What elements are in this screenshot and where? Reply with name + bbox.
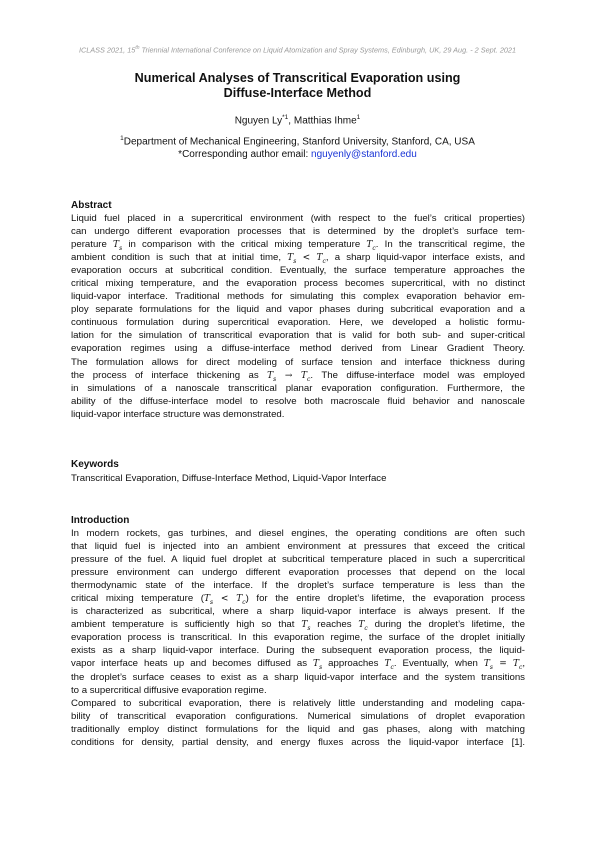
corresponding-author: *Corresponding author email: nguyenly@stanford.edu	[178, 149, 417, 161]
paper-title: Numerical Analyses of Transcritical Evaporation using Diffuse-Interface Method	[134, 71, 461, 100]
keywords-text: Transcritical Evaporation, Diffuse-Interface Method, Liquid-Vapor Interface	[71, 473, 387, 484]
inline-math: $T_s \to T_c$	[267, 370, 311, 383]
inline-math: $T_s$	[301, 620, 311, 633]
email-link[interactable]: nguyenly@stanford.edu	[311, 149, 417, 161]
text-line: evaporation occurs at subcritical condition. Eventually, the surface temperature approaches the	[71, 265, 525, 277]
text-line: perature $T_s$ in comparison with the critical mixing temperature $T_c$. In the transcritical regime, the	[71, 239, 525, 252]
text-line: thermodynamic state of the interface. If the droplet’s surface temperature is less than the	[71, 580, 525, 592]
text-line: The formulation allows for direct modeling of surface tension and interface thickness during	[71, 356, 525, 368]
text-line: liquid-vapor interface structure was demonstrated.	[71, 408, 285, 420]
text-line: exists as a sharp liquid-vapor interface. During the subsequent evaporation process, the liquid-	[71, 645, 525, 657]
text-line: the droplet’s surface ceases to exist as a sharp liquid-vapor interface and the system transitions	[71, 671, 525, 683]
text-line: traditionally employ distinct formulations for the liquid and gas phases, along with matching	[71, 723, 525, 735]
text-line: evaporation process is transcritical. In this evaporation regime, the surface of the droplet initially	[71, 632, 525, 644]
inline-math: $T_c$	[358, 620, 368, 633]
text-line: In modern rockets, gas turbines, and diesel engines, the operating conditions are often such	[71, 528, 525, 539]
inline-math: $T_c$	[384, 659, 394, 672]
text-line: critical mixing temperature $(T_s < T_c)$ for the entire droplet’s lifetime, the evaporation process	[71, 593, 525, 607]
text-line: ambient condition is such that at initial time, $T_s < T_c$, a sharp liquid-vapor interface exists, and	[71, 252, 525, 265]
text-line: liquid-vapor interface. Traditional methods for simulating this complex evaporation behavior em-	[71, 291, 525, 303]
text-line: is characterized as subcritical, where a sharp liquid-vapor interface is always present. If the	[71, 606, 525, 618]
text-line: ambient temperature is sufficiently high so that $T_s$ reaches $T_c$ during the droplet’s lifetime, the	[71, 619, 525, 633]
text-line: can undergo different evaporation processes that is determined by the droplet’s surface tem-	[71, 226, 525, 238]
introduction-heading: Introduction	[71, 515, 130, 526]
text-line: pressure of the fuel. A liquid fuel droplet at subcritical temperature placed in such a supercritical	[71, 554, 525, 566]
text-line: pressure environment can undergo different evaporation processes that depend on the local	[71, 567, 525, 579]
inline-math: $T_s < T_c$	[203, 594, 246, 607]
text-line: vapor interface heats up and becomes diffused as $T_s$ approaches $T_c$. Eventually, when $T_s = T_c$,	[71, 658, 526, 672]
author-list: Nguyen Ly$^{*1}$, Matthias Ihme$^1$	[234, 114, 361, 127]
author-name: Nguyen Ly	[234, 115, 283, 127]
affiliation: $^1$Department of Mechanical Engineering, Stanford University, Stanford, CA, USA *Corresponding author email: nguyenly@stanford.edu	[0, 132, 595, 161]
abstract-body	[71, 212, 525, 421]
text-line: to a supercritical diffusive evaporation regime.	[71, 684, 267, 696]
keywords-heading: Keywords	[71, 459, 119, 470]
text-line: the process of interface thickening as $T_s \to T_c$. The diffuse-interface model was employed	[71, 369, 526, 383]
inline-math: $T_s$	[313, 659, 323, 672]
inline-math: $T_s = T_c$	[483, 659, 523, 672]
conference-header: ICLASS 2021, 15th Triennial International Conference on Liquid Atomization and Spray Systems, Edinburgh, UK, 29 Aug. - 2 Sept. 2021	[78, 45, 517, 55]
abstract-heading: Abstract	[71, 200, 112, 211]
text-line: critical mixing temperature, and the evaporation process becomes supercritical, with no distinct	[71, 278, 525, 290]
text-line: lation for the simulation of transcritical evaporation that is valid for both sub- and super-critical	[71, 330, 525, 342]
text-line: in simulations of a nanoscale transcritical planar evaporation configuration. Furthermore, the	[71, 382, 525, 394]
inline-math: $T_c$	[366, 240, 376, 252]
text-line: that liquid fuel is injected into an ambient environment at pressures that exceed the critical	[71, 541, 525, 553]
text-line: ploy separate formulations for the liquid and vapor phases during subcritical evaporation and a	[71, 304, 525, 316]
inline-math: $T_s < T_c$	[287, 253, 326, 265]
author-name: Matthias Ihme	[293, 115, 357, 127]
text-line: conditions for density, partial density, and energy fluxes across the liquid-vapor interface [1].	[71, 736, 525, 748]
text-line: Compared to subcritical evaporation, there is relatively little understanding and modeling capa-	[71, 697, 525, 709]
inline-math: $T_s$	[113, 240, 123, 252]
text-line: bility of transcritical evaporation configurations. Numerical simulations of droplet evaporation	[71, 710, 525, 722]
text-line: evaporation regimes using a diffuse-interface method derived from Linear Gradient Theory.	[71, 343, 525, 355]
text-line: Liquid fuel placed in a supercritical environment (with respect to the fuel’s critical properties)	[71, 213, 525, 224]
introduction-body	[71, 527, 525, 749]
text-line: continuous formulation during supercritical evaporation. Here, we developed a holistic formu-	[71, 317, 525, 329]
text-line: ability of the diffuse-interface model to resolve both macroscale fluid behavior and nanoscale	[71, 395, 525, 407]
